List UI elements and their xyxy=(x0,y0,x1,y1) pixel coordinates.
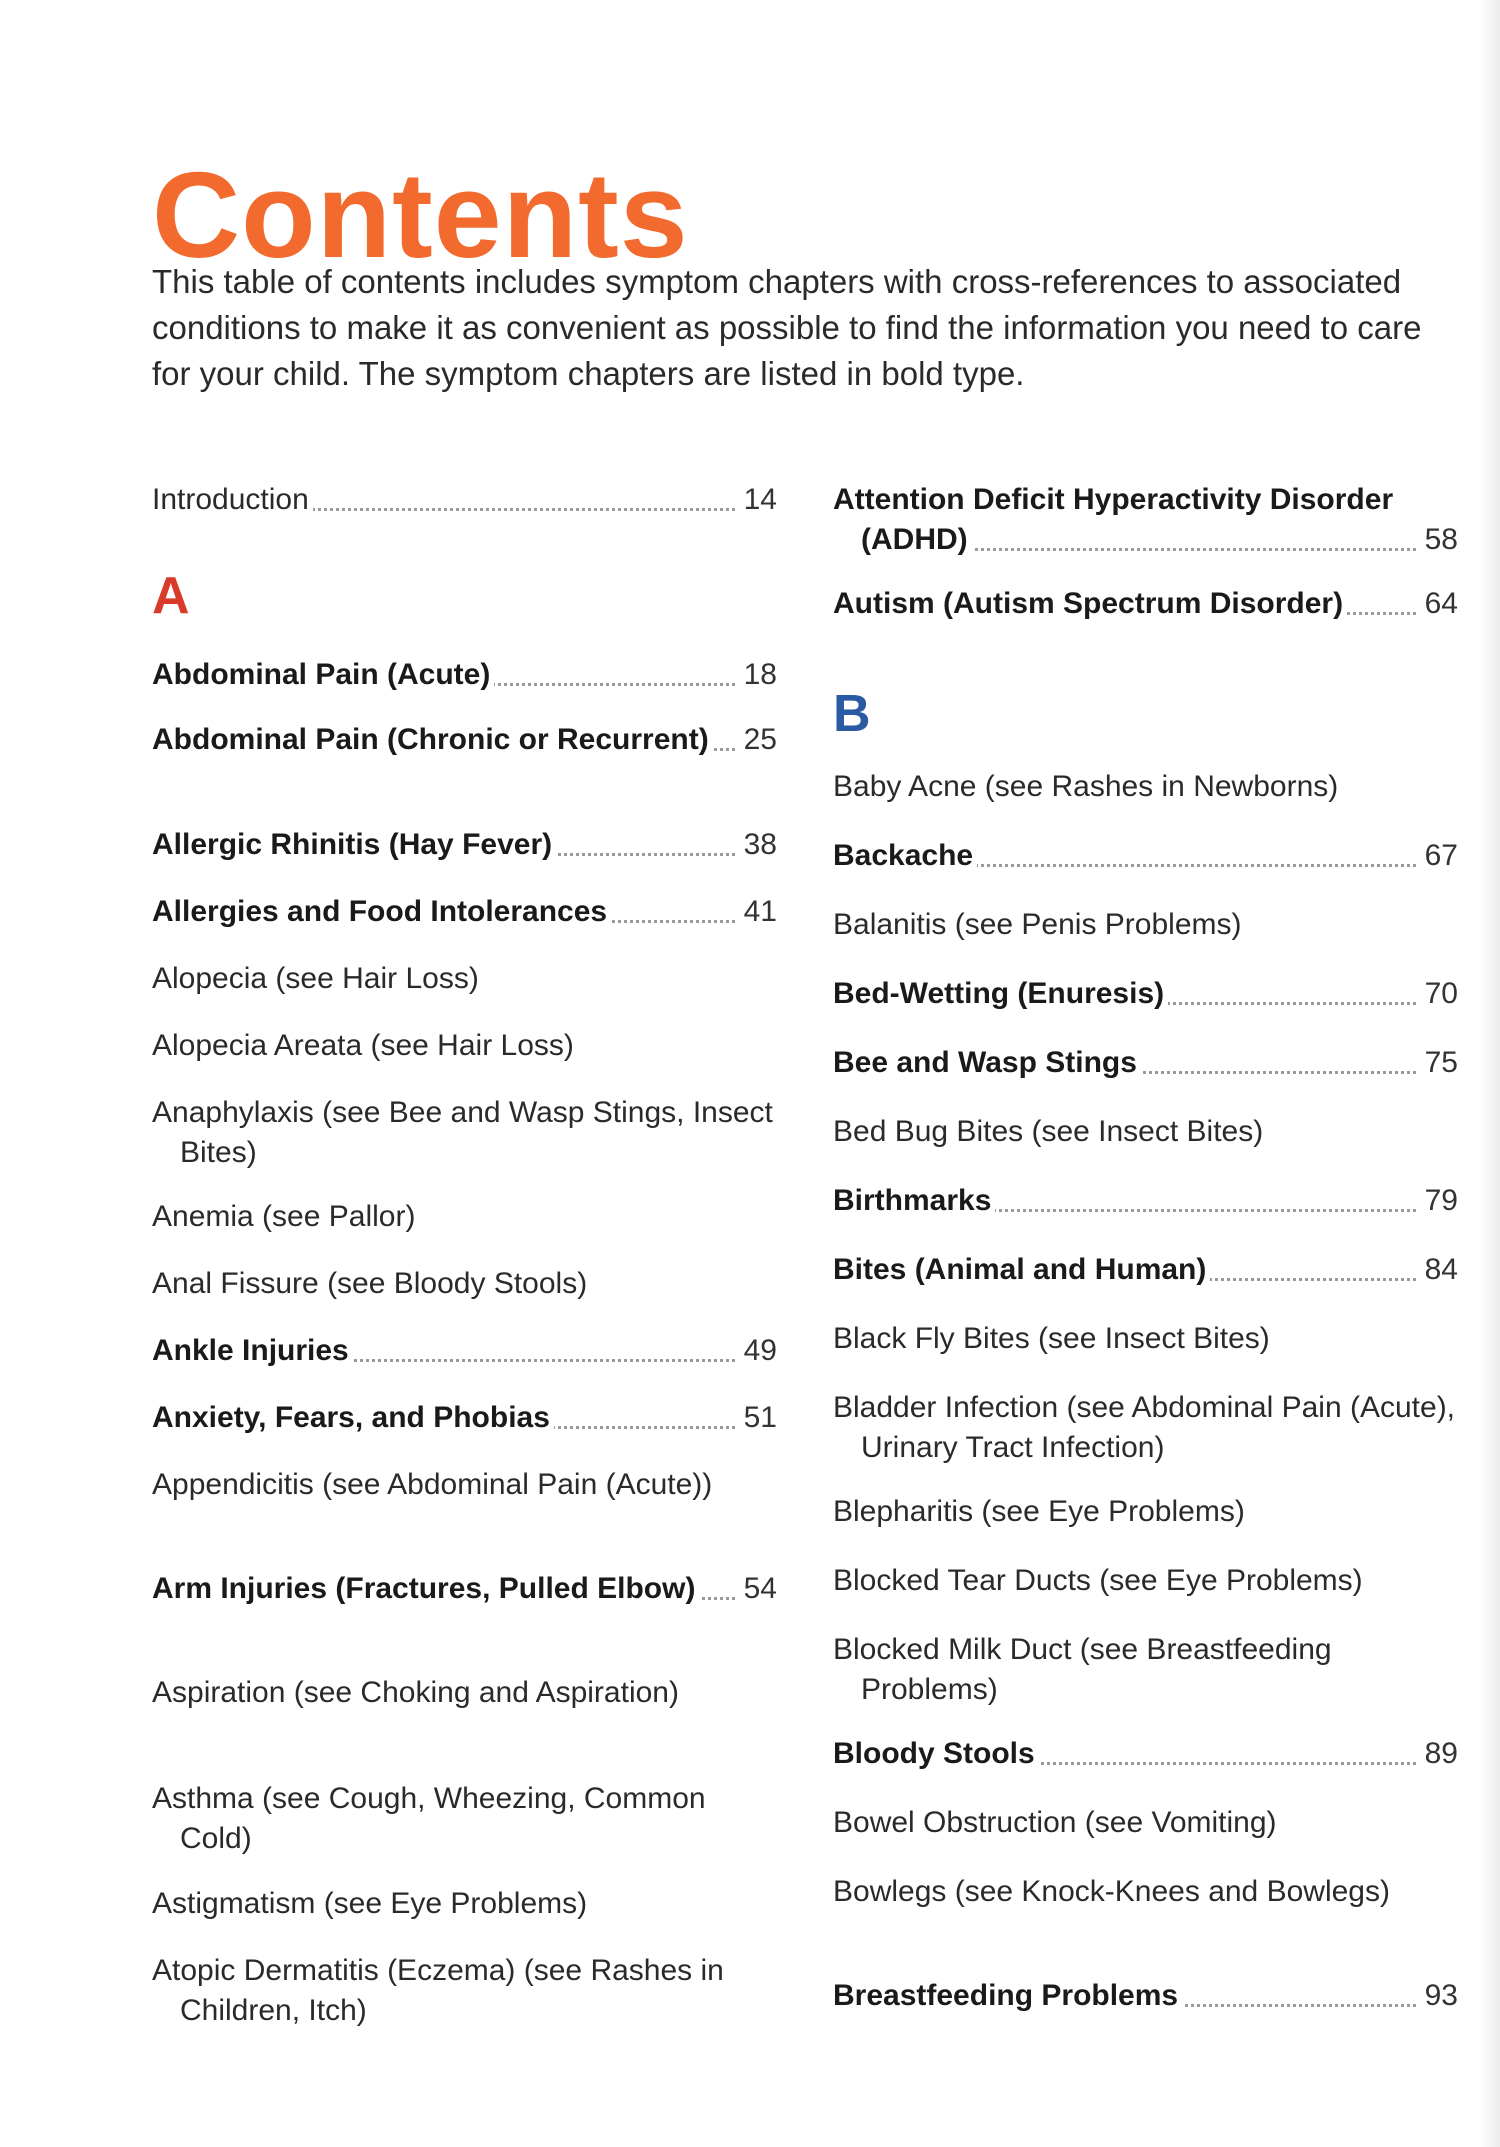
toc-entry-label: Alopecia (see Hair Loss) xyxy=(152,962,483,995)
toc-entry-label: Arm Injuries (Fractures, Pulled Elbow) xyxy=(152,1572,699,1605)
page-number: 51 xyxy=(738,1398,777,1438)
toc-entry-label: Appendicitis (see Abdominal Pain (Acute)) xyxy=(152,1468,716,1501)
toc-entry-label: Aspiration (see Choking and Aspiration) xyxy=(152,1676,683,1709)
toc-entry-label: Balanitis (see Penis Problems) xyxy=(833,908,1246,941)
toc-entry[interactable] xyxy=(833,1630,1458,1710)
page-edge-shadow xyxy=(1478,0,1500,2147)
toc-entry-label: Alopecia Areata (see Hair Loss) xyxy=(152,1029,578,1062)
toc-entry[interactable] xyxy=(833,584,1458,624)
toc-entry[interactable] xyxy=(833,836,1458,876)
toc-entry[interactable] xyxy=(152,1026,777,1066)
toc-entry-label: Blocked Tear Ducts (see Eye Problems) xyxy=(833,1564,1367,1597)
toc-entry[interactable] xyxy=(833,1872,1458,1912)
page-number: 38 xyxy=(738,825,777,865)
toc-entry[interactable] xyxy=(833,767,1458,807)
toc-entry[interactable] xyxy=(152,1673,777,1713)
toc-entry[interactable] xyxy=(833,1734,1458,1774)
toc-entry-label: Bites (Animal and Human) xyxy=(833,1253,1210,1286)
page-number: 70 xyxy=(1419,974,1458,1014)
toc-entry-label: Bed-Wetting (Enuresis) xyxy=(833,977,1168,1010)
toc-entry[interactable] xyxy=(152,1951,777,2031)
toc-entry[interactable] xyxy=(152,1569,777,1609)
toc-entry-label: Bed Bug Bites (see Insect Bites) xyxy=(833,1115,1267,1148)
page-number: 93 xyxy=(1419,1976,1458,2016)
toc-entry[interactable] xyxy=(833,1492,1458,1532)
toc-entry[interactable] xyxy=(152,720,777,760)
toc-entry-label: Atopic Dermatitis (Eczema) (see Rashes in Children, Itch) xyxy=(152,1954,724,2027)
toc-entry-label: Asthma (see Cough, Wheezing, Common Cold) xyxy=(152,1782,706,1855)
toc-entry[interactable] xyxy=(152,655,777,695)
toc-entry[interactable] xyxy=(152,1398,777,1438)
page-number: 84 xyxy=(1419,1250,1458,1290)
toc-entry[interactable] xyxy=(152,1779,777,1859)
toc-entry[interactable] xyxy=(833,1319,1458,1359)
toc-entry-label: Breastfeeding Problems xyxy=(833,1979,1182,2012)
toc-entry-label: Attention Deficit Hyperactivity Disorder (ADHD) xyxy=(833,483,1394,556)
toc-entry[interactable] xyxy=(833,974,1458,1014)
toc-entry-label: Bowel Obstruction (see Vomiting) xyxy=(833,1806,1281,1839)
toc-entry-label: Allergies and Food Intolerances xyxy=(152,895,611,928)
toc-entry-label: Bee and Wasp Stings xyxy=(833,1046,1141,1079)
toc-entry[interactable] xyxy=(833,1388,1458,1468)
toc-entry[interactable] xyxy=(152,825,777,865)
toc-entry[interactable] xyxy=(833,1976,1458,2016)
toc-entry[interactable] xyxy=(152,892,777,932)
page-number: 79 xyxy=(1419,1181,1458,1221)
toc-entry-label: Birthmarks xyxy=(833,1184,995,1217)
toc-entry-label: Allergic Rhinitis (Hay Fever) xyxy=(152,828,556,861)
toc-entry[interactable] xyxy=(833,1181,1458,1221)
toc-entry[interactable] xyxy=(833,1561,1458,1601)
page-number: 18 xyxy=(738,655,777,695)
toc-entry[interactable] xyxy=(152,959,777,999)
toc-entry[interactable] xyxy=(833,905,1458,945)
toc-entry-label: Anemia (see Pallor) xyxy=(152,1200,419,1233)
toc-entry-label: Autism (Autism Spectrum Disorder) xyxy=(833,587,1347,620)
toc-entry[interactable] xyxy=(152,1331,777,1371)
toc-entry[interactable] xyxy=(833,1803,1458,1843)
toc-entry[interactable] xyxy=(152,1884,777,1924)
page-number: 14 xyxy=(738,480,777,520)
page-number: 64 xyxy=(1419,584,1458,624)
toc-entry[interactable] xyxy=(152,1197,777,1237)
toc-entry[interactable] xyxy=(833,1250,1458,1290)
toc-entry-label: Anxiety, Fears, and Phobias xyxy=(152,1401,554,1434)
toc-entry-label: Ankle Injuries xyxy=(152,1334,353,1367)
toc-entry-label: Anaphylaxis (see Bee and Wasp Stings, Insect Bites) xyxy=(152,1096,773,1169)
section-letter-b: B xyxy=(833,685,871,743)
toc-entry-introduction[interactable]: Introduction 14 xyxy=(152,480,777,520)
page-number: 67 xyxy=(1419,836,1458,876)
page-number: 49 xyxy=(738,1331,777,1371)
toc-entry-label: Baby Acne (see Rashes in Newborns) xyxy=(833,770,1342,803)
page-number: 89 xyxy=(1419,1734,1458,1774)
toc-entry[interactable] xyxy=(833,1112,1458,1152)
toc-entry-label: Bloody Stools xyxy=(833,1737,1039,1770)
toc-entry-label: Bowlegs (see Knock-Knees and Bowlegs) xyxy=(833,1875,1394,1908)
section-letter-a: A xyxy=(152,567,190,625)
toc-entry-label: Black Fly Bites (see Insect Bites) xyxy=(833,1322,1274,1355)
toc-entry[interactable] xyxy=(833,480,1458,560)
page-number: 58 xyxy=(1419,520,1458,560)
toc-entry-label: Astigmatism (see Eye Problems) xyxy=(152,1887,591,1920)
toc-entry-label: Blocked Milk Duct (see Breastfeeding Problems) xyxy=(833,1633,1332,1706)
toc-entry-label: Backache xyxy=(833,839,977,872)
toc-entry-label: Bladder Infection (see Abdominal Pain (Acute), Urinary Tract Infection) xyxy=(833,1391,1456,1464)
toc-entry-label: Anal Fissure (see Bloody Stools) xyxy=(152,1267,591,1300)
toc-entry[interactable] xyxy=(152,1264,777,1304)
intro-paragraph: This table of contents includes symptom chapters with cross-references to associated conditions to make it as convenient as possible to find the information you need to care for your child. The symptom chapters are listed in bold type. xyxy=(152,263,1422,392)
toc-entry-label: Abdominal Pain (Acute) xyxy=(152,658,494,691)
toc-entry[interactable] xyxy=(152,1093,777,1173)
page-number: 75 xyxy=(1419,1043,1458,1083)
toc-entry[interactable] xyxy=(152,1465,777,1505)
page-number: 25 xyxy=(738,720,777,760)
toc-entry-label: Blepharitis (see Eye Problems) xyxy=(833,1495,1249,1528)
toc-entry[interactable] xyxy=(833,1043,1458,1083)
toc-entry-label: Abdominal Pain (Chronic or Recurrent) xyxy=(152,723,713,756)
page-number: 41 xyxy=(738,892,777,932)
page-title: Contents xyxy=(152,146,689,283)
page-number: 54 xyxy=(738,1569,777,1609)
